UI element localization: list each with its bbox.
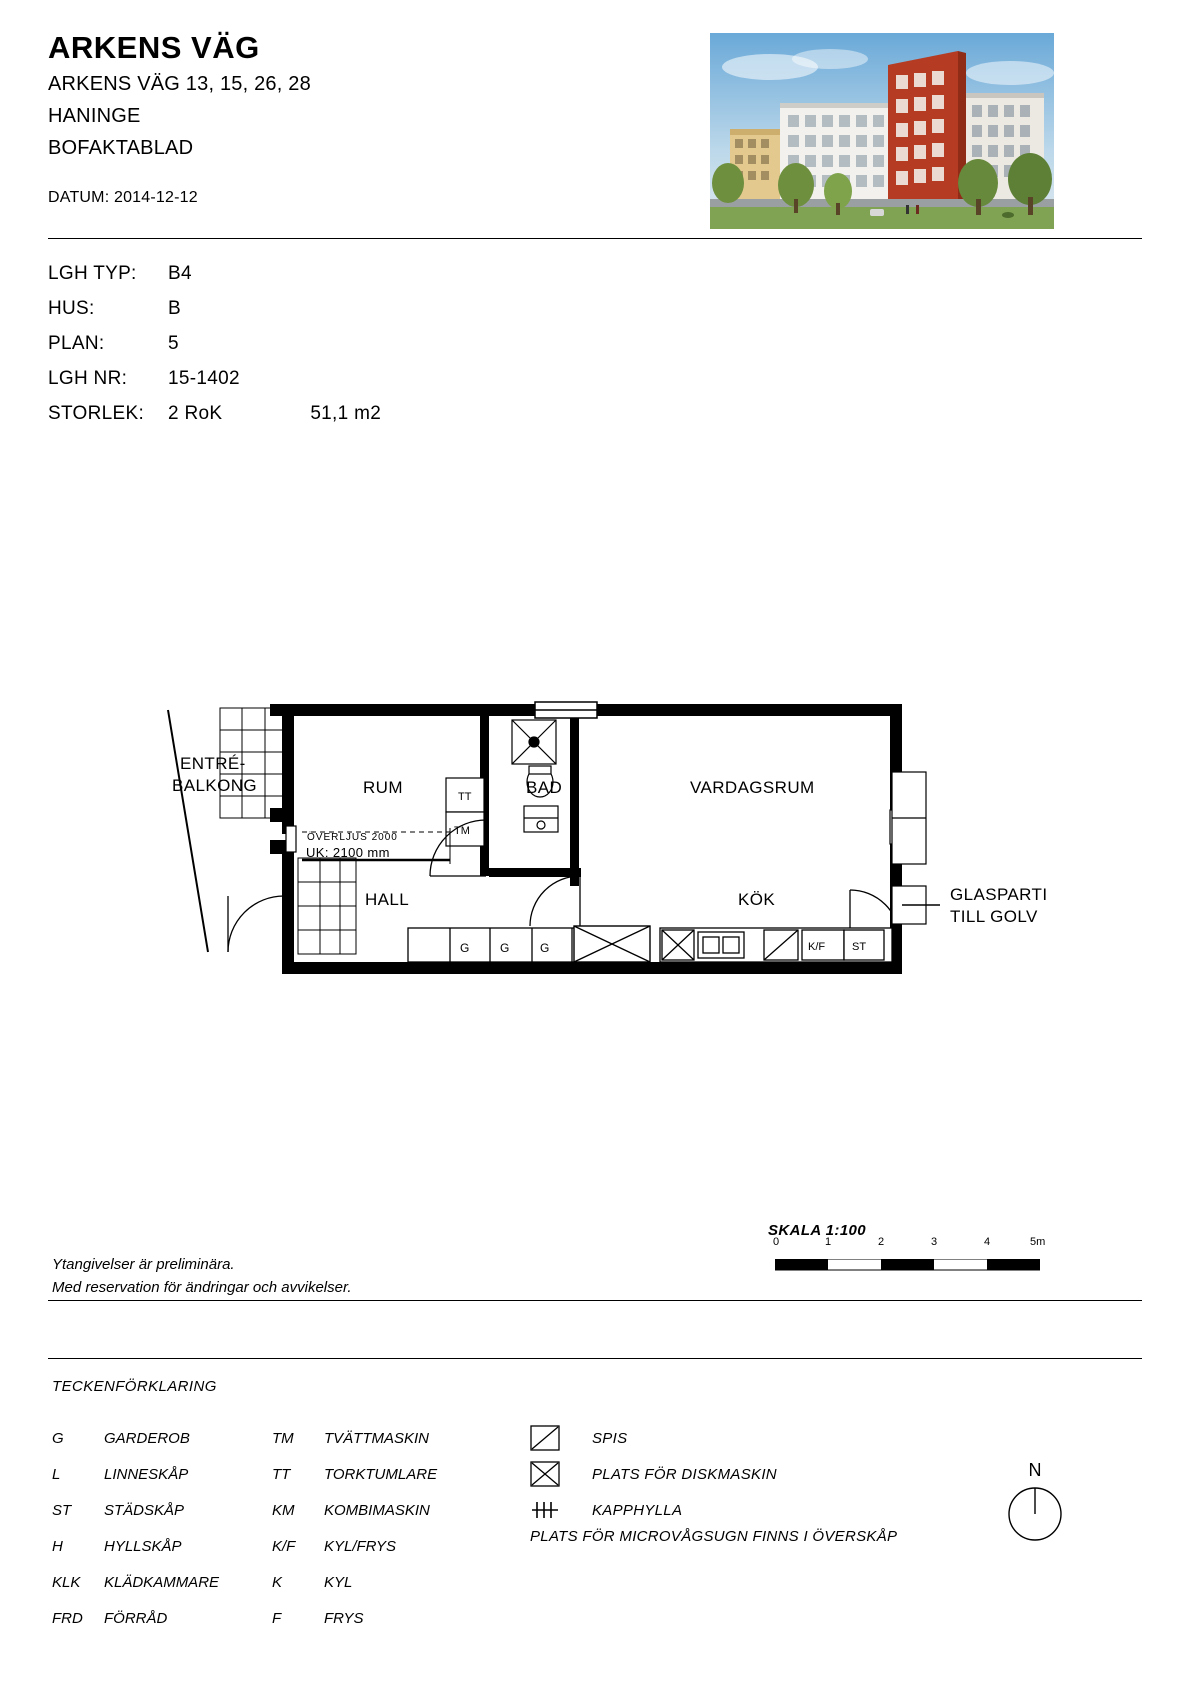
fact-value: 5 [168, 332, 179, 354]
header-address: ARKENS VÄG 13, 15, 26, 28 [48, 72, 311, 95]
floor-plan [150, 690, 1070, 1020]
legend-text: GARDEROB [104, 1429, 190, 1447]
fact-row [48, 291, 381, 326]
fact-value: 2 RoK [168, 402, 223, 424]
legend-symbol-row [530, 1420, 777, 1456]
header-city: HANINGE [48, 105, 141, 128]
legend-abbr: KM [272, 1501, 295, 1519]
legend-item [272, 1564, 437, 1600]
disclaimer-line-1: Ytangivelser är preliminära. [52, 1256, 235, 1273]
appliance-label-tm: TM [454, 825, 470, 837]
legend-item [52, 1528, 219, 1564]
plan-note-glasparti-2: TILL GOLV [950, 907, 1038, 926]
legend-text: STÄDSKÅP [104, 1501, 185, 1519]
fact-row [48, 256, 381, 291]
legend-symbols [530, 1420, 777, 1528]
legend-text: LINNESKÅP [104, 1465, 189, 1483]
legend-text: KYL [324, 1573, 353, 1591]
scale-tick: 4 [984, 1236, 991, 1248]
fact-value: 15-1402 [168, 367, 240, 389]
svg-text:ST: ST [852, 941, 867, 953]
legend-column-2 [272, 1420, 437, 1636]
fact-row [48, 396, 381, 431]
plan-label-entre: ENTRÉ- [180, 754, 246, 773]
building-photo [710, 33, 1054, 229]
fact-value: B [168, 297, 181, 319]
legend-symbol-row [530, 1492, 777, 1528]
legend-abbr: H [52, 1537, 63, 1555]
svg-text:G: G [500, 941, 510, 955]
plan-note-glasparti-1: GLASPARTI [950, 885, 1048, 904]
legend-symbol-text: KAPPHYLLA [592, 1501, 683, 1519]
plan-note-overljus: ÖVERLJUS 2000 [307, 832, 398, 843]
fact-label: PLAN: [48, 332, 105, 354]
appliance-label-tt: TT [458, 791, 472, 803]
plan-label-rum: RUM [363, 778, 403, 797]
legend-item [272, 1528, 437, 1564]
svg-text:K/F: K/F [808, 941, 826, 953]
legend-text: TVÄTTMASKIN [324, 1429, 430, 1447]
legend-abbr: TM [272, 1429, 294, 1447]
page-title: ARKENS VÄG [48, 30, 260, 65]
legend-text: KOMBIMASKIN [324, 1501, 430, 1519]
scale-label: SKALA 1:100 [768, 1222, 867, 1239]
legend-item [52, 1600, 219, 1636]
scale-tick: 0 [773, 1236, 780, 1248]
legend-item [52, 1492, 219, 1528]
fact-row [48, 326, 381, 361]
scale-ticks [770, 1236, 1055, 1250]
plan-label-balkong: BALKONG [172, 776, 257, 795]
fact-area: 51,1 m2 [310, 402, 382, 424]
scale-tick: 3 [931, 1236, 938, 1248]
legend-abbr: K [272, 1573, 283, 1591]
svg-text:G: G [540, 941, 550, 955]
legend-symbol-text: SPIS [592, 1429, 628, 1447]
compass-label: N [1028, 1460, 1042, 1480]
legend-abbr: TT [272, 1465, 291, 1483]
legend-abbr: FRD [52, 1609, 83, 1627]
disclaimer-line-2: Med reservation för ändringar och avvikelser. [52, 1278, 352, 1296]
legend-symbol-text: PLATS FÖR DISKMASKIN [592, 1465, 777, 1483]
legend-text: FÖRRÅD [104, 1609, 168, 1627]
svg-text:G: G [460, 941, 470, 955]
plan-label-hall: HALL [365, 890, 410, 909]
legend-column-1 [52, 1420, 219, 1636]
plan-label-kok: KÖK [738, 890, 776, 909]
divider-bottom [48, 1300, 1142, 1301]
compass [1000, 1460, 1070, 1550]
fact-label: LGH TYP: [48, 262, 137, 284]
legend-item [52, 1420, 219, 1456]
legend-item [272, 1600, 437, 1636]
plan-note-uk: UK: 2100 mm [306, 845, 390, 860]
disclaimer [52, 1254, 352, 1299]
scale-tick: 5m [1030, 1236, 1046, 1248]
plan-label-bad: BAD [526, 778, 563, 797]
legend-abbr: G [52, 1429, 64, 1447]
scale-bar [775, 1258, 1040, 1270]
fact-label: LGH NR: [48, 367, 128, 389]
header-doc-type: BOFAKTABLAD [48, 137, 194, 160]
scale-tick: 1 [825, 1236, 832, 1248]
plan-label-vardagsrum: VARDAGSRUM [690, 778, 815, 797]
legend-item [52, 1456, 219, 1492]
divider-legend [48, 1358, 1142, 1359]
fact-label: STORLEK: [48, 402, 145, 424]
legend-text: HYLLSKÅP [104, 1537, 182, 1555]
legend-abbr: F [272, 1609, 282, 1627]
hatrack-icon [530, 1497, 570, 1523]
legend-item [272, 1456, 437, 1492]
legend-text: KLÄDKAMMARE [104, 1573, 220, 1591]
legend-item [272, 1420, 437, 1456]
header-date: DATUM: 2014-12-12 [48, 188, 198, 206]
apartment-facts [48, 256, 381, 431]
legend-item [272, 1492, 437, 1528]
legend-abbr: ST [52, 1501, 72, 1519]
legend-text: KYL/FRYS [324, 1537, 396, 1555]
microwave-note: PLATS FÖR MICROVÅGSUGN FINNS I ÖVERSKÅP [530, 1528, 898, 1545]
legend-abbr: KLK [52, 1573, 81, 1591]
compass-icon [1000, 1481, 1070, 1543]
legend-item [52, 1564, 219, 1600]
fact-row [48, 361, 381, 396]
stove-icon [530, 1425, 570, 1451]
legend-title: TECKENFÖRKLARING [52, 1378, 217, 1395]
legend-text: FRYS [324, 1609, 364, 1627]
legend-symbol-row [530, 1456, 777, 1492]
legend-text: TORKTUMLARE [324, 1465, 438, 1483]
legend-abbr: K/F [272, 1537, 296, 1555]
legend-abbr: L [52, 1465, 61, 1483]
fact-label: HUS: [48, 297, 95, 319]
fact-value: B4 [168, 262, 192, 284]
divider-top [48, 238, 1142, 239]
dishwasher-icon [530, 1461, 570, 1487]
scale-tick: 2 [878, 1236, 885, 1248]
